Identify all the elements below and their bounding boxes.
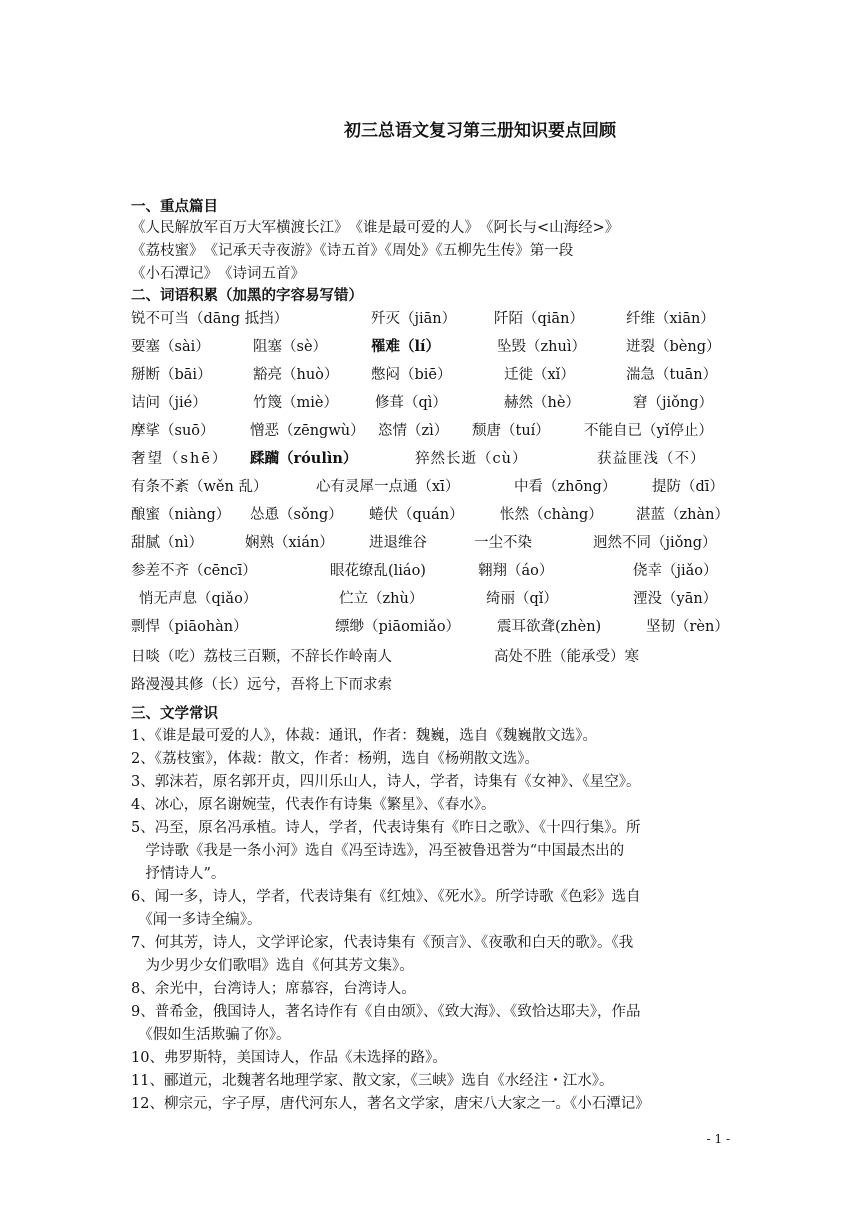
literature-line: 5、冯至，原名冯承植。诗人，学者，代表诗集有《昨日之歌》、《十四行集》。所 bbox=[131, 820, 641, 836]
vocab-item: 湛蓝（zhàn） bbox=[636, 507, 729, 523]
vocab-item: 颓唐（tuí） bbox=[472, 423, 550, 439]
vocab-item: 猝然长逝（cù） bbox=[415, 451, 528, 467]
vocab-item: 迥然不同（jiǒng） bbox=[593, 535, 717, 551]
vocab-item: 赫然（hè） bbox=[504, 395, 580, 411]
vocab-item: 参差不齐（cēncī） bbox=[131, 563, 257, 579]
vocab-item: 一尘不染 bbox=[474, 535, 532, 551]
vocab-item: 憋闷（biē） bbox=[371, 367, 452, 383]
literature-line: 抒情诗人”。 bbox=[131, 866, 226, 882]
poem-line: 高处不胜（能承受）寒 bbox=[494, 649, 639, 665]
literature-line: 《闻一多诗全编》。 bbox=[131, 912, 262, 928]
literature-line: 1、《谁是最可爱的人》，体裁：通讯，作者：魏巍，选自《魏巍散文选》。 bbox=[131, 728, 597, 744]
literature-line: 4、冰心，原名谢婉莹，代表作有诗集《繁星》、《春水》。 bbox=[131, 797, 496, 813]
vocab-item: 心有灵犀一点通（xī） bbox=[316, 479, 460, 495]
vocab-item: 娴熟（xián） bbox=[245, 535, 334, 551]
vocab-item: 悄无声息（qiǎo） bbox=[139, 591, 258, 607]
vocab-item: 湍急（tuān） bbox=[626, 367, 718, 383]
vocab-item: 罹难（lí） bbox=[371, 338, 441, 355]
literature-line: 10、弗罗斯特，美国诗人，作品《未选择的路》。 bbox=[131, 1050, 447, 1066]
literature-line: 11、郦道元，北魏著名地理学家、散文家，《三峡》选自《水经注・江水》。 bbox=[131, 1073, 614, 1089]
vocab-item: 掰断（bāi） bbox=[131, 367, 212, 383]
poem-line: 日啖（吃）荔枝三百颗，不辞长作岭南人 bbox=[131, 649, 392, 665]
literature-line: 《假如生活欺骗了你》。 bbox=[131, 1027, 291, 1043]
literature-line: 为少男少女们歌唱》选自《何其芳文集》。 bbox=[131, 958, 414, 974]
vocab-item: 竹篾（miè） bbox=[253, 395, 338, 411]
vocab-item: 伫立（zhù） bbox=[339, 591, 424, 607]
vocab-item: 进退维谷 bbox=[369, 535, 427, 551]
vocab-item: 歼灭（jiān） bbox=[371, 311, 457, 327]
vocab-item: 迁徙（xǐ） bbox=[504, 367, 575, 383]
vocab-item: 蹂躏（róulìn） bbox=[250, 450, 358, 467]
literature-line: 6、闻一多，诗人，学者，代表诗集有《红烛》、《死水》。所学诗歌《色彩》选自 bbox=[131, 889, 641, 905]
vocab-item: 眼花缭乱(liáo) bbox=[330, 563, 426, 579]
section1-heading: 一、重点篇目 bbox=[131, 199, 218, 215]
vocab-item: 窘（jiǒng） bbox=[633, 395, 713, 411]
literature-line: 2、《荔枝蜜》，体裁：散文，作者：杨朔，选自《杨朔散文选》。 bbox=[131, 751, 539, 767]
vocab-item: 阡陌（qiān） bbox=[494, 311, 584, 327]
poem-line: 路漫漫其修（长）远兮，吾将上下而求索 bbox=[131, 677, 392, 693]
vocab-item: 湮没（yān） bbox=[633, 591, 718, 607]
page-number: - 1 - bbox=[706, 1132, 730, 1146]
vocab-item: 提防（dī） bbox=[652, 479, 724, 495]
vocab-item: 锐不可当（dāng 抵挡） bbox=[131, 311, 289, 327]
literature-line: 12、柳宗元，字子厚，唐代河东人，著名文学家，唐宋八大家之一。《小石潭记》 bbox=[131, 1096, 650, 1112]
section2-heading: 二、词语积累（加黑的字容易写错） bbox=[131, 288, 363, 304]
vocab-item: 怅然（chàng） bbox=[500, 507, 603, 523]
vocab-item: 憎恶（zēngwù） bbox=[250, 423, 365, 439]
literature-line: 学诗歌《我是一条小河》选自《冯至诗选》，冯至被鲁迅誉为“中国最杰出的 bbox=[131, 843, 625, 859]
vocab-item: 坚韧（rèn） bbox=[646, 619, 729, 635]
vocab-item: 豁亮（huò） bbox=[253, 367, 339, 383]
vocab-item: 甜腻（nì） bbox=[131, 535, 203, 551]
vocab-item: 修葺（qì） bbox=[375, 395, 447, 411]
literature-line: 9、普希金，俄国诗人，著名诗作有《自由颂》、《致大海》、《致恰达耶夫》，作品 bbox=[131, 1004, 641, 1020]
section1-line: 《人民解放军百万大军横渡长江》 《谁是最可爱的人》 《阿长与<山海经>》 bbox=[131, 220, 620, 236]
vocab-item: 剽悍（piāohàn） bbox=[131, 619, 248, 635]
vocab-item: 怂恿（sǒng） bbox=[250, 507, 343, 523]
vocab-item: 纤维（xiān） bbox=[626, 311, 715, 327]
vocab-item: 迸裂（bèng） bbox=[626, 339, 721, 355]
literature-line: 8、余光中，台湾诗人；席慕容，台湾诗人。 bbox=[131, 981, 416, 997]
vocab-item: 有条不紊（wěn 乱） bbox=[131, 479, 268, 495]
page-title: 初三总语文复习第三册知识要点回顾 bbox=[344, 121, 616, 141]
vocab-item: 缥缈（piāomiǎo） bbox=[335, 619, 461, 635]
vocab-item: 恣情（zì） bbox=[378, 423, 449, 439]
vocab-item: 阻塞（sè） bbox=[253, 339, 328, 355]
vocab-item: 蜷伏（quán） bbox=[369, 507, 464, 523]
vocab-item: 翱翔（áo） bbox=[478, 563, 554, 579]
vocab-item: 震耳欲聋(zhèn) bbox=[497, 619, 602, 635]
literature-line: 7、何其芳，诗人，文学评论家，代表诗集有《预言》、《夜歌和白天的歌》。《我 bbox=[131, 935, 634, 951]
vocab-item: 坠毁（zhuì） bbox=[497, 339, 586, 355]
vocab-item: 绮丽（qǐ） bbox=[486, 591, 558, 607]
vocab-item: 中看（zhōng） bbox=[514, 479, 617, 495]
vocab-item: 获益匪浅（不） bbox=[597, 451, 706, 467]
vocab-item: 要塞（sài） bbox=[131, 339, 210, 355]
vocab-item: 侥幸（jiǎo） bbox=[633, 563, 718, 579]
section3-heading: 三、文学常识 bbox=[131, 706, 218, 722]
vocab-item: 奢望（shē） bbox=[131, 451, 229, 467]
section1-line: 《荔枝蜜》 《记承天寺夜游》《诗五首》《周处》《五柳先生传》第一段 bbox=[131, 243, 574, 259]
vocab-item: 摩挲（suō） bbox=[131, 423, 215, 439]
vocab-item: 酿蜜（niàng） bbox=[131, 507, 231, 523]
vocab-item: 不能自已（yǐ停止） bbox=[584, 423, 713, 439]
section1-line: 《小石潭记》 《诗词五首》 bbox=[131, 266, 305, 282]
literature-line: 3、郭沫若，原名郭开贞，四川乐山人，诗人，学者，诗集有《女神》、《星空》。 bbox=[131, 774, 641, 790]
vocab-item: 诘问（jié） bbox=[131, 395, 207, 411]
